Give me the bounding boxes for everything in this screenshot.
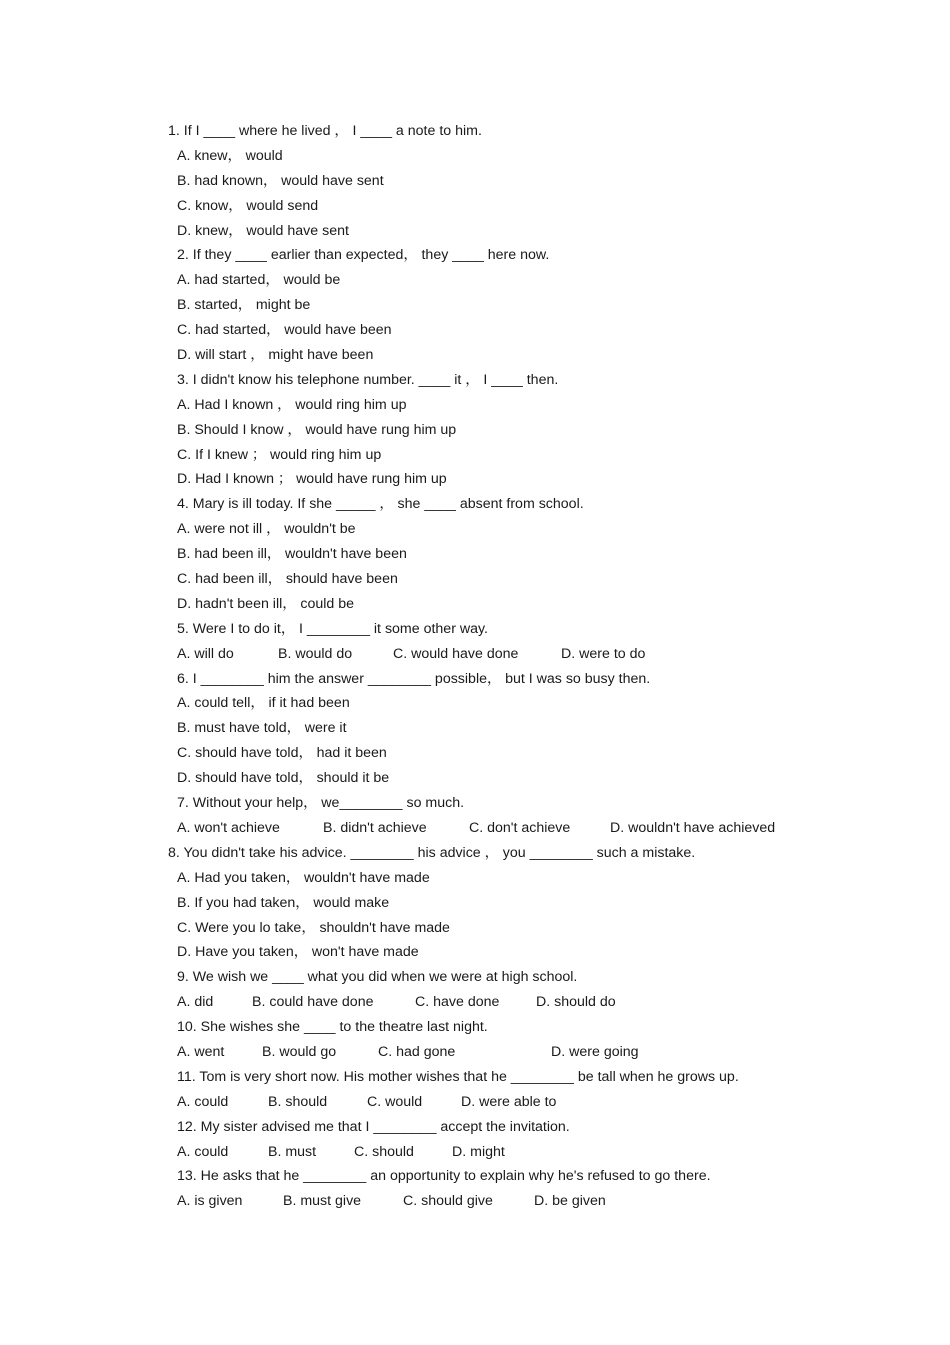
- option-4b: B. had been ill， wouldn't have been: [177, 546, 407, 563]
- options-7: [0, 816, 950, 841]
- question-2: 2. If they ____ earlier than expected， they ____ here now.: [177, 247, 550, 264]
- option-1a: A. knew， would: [177, 147, 283, 164]
- option-10a: A. went: [177, 1043, 225, 1060]
- option-7b: B. didn't achieve: [323, 819, 427, 836]
- option-11b: B. should: [268, 1093, 328, 1110]
- option-12d: D. might: [452, 1143, 505, 1160]
- options-11: [0, 1090, 950, 1115]
- option-2c: C. had started， would have been: [177, 322, 392, 339]
- option-3a: A. Had I known ， would ring him up: [177, 396, 407, 413]
- options-12: [0, 1140, 950, 1165]
- option-2d: D. will start ， might have been: [177, 347, 374, 364]
- option-9c: C. have done: [415, 994, 500, 1011]
- option-12a: A. could: [177, 1143, 229, 1160]
- option-6b: B. must have told， were it: [177, 720, 347, 737]
- question-10: 10. She wishes she ____ to the theatre last night.: [177, 1019, 488, 1036]
- option-10b: B. would go: [262, 1043, 337, 1060]
- question-11: 11. Tom is very short now. His mother wishes that he ________ be tall when he grows up.: [177, 1068, 739, 1085]
- question-3: 3. I didn't know his telephone number. ____ it ， I ____ then.: [177, 371, 559, 388]
- options-13: [0, 1189, 950, 1214]
- option-7d: D. wouldn't have achieved: [610, 819, 776, 836]
- options-9: [0, 990, 950, 1015]
- option-1c: C. know， would send: [177, 197, 319, 214]
- option-13d: D. be given: [534, 1193, 606, 1210]
- question-9: 9. We wish we ____ what you did when we were at high school.: [177, 969, 578, 986]
- option-11a: A. could: [177, 1093, 229, 1110]
- options-5: [0, 642, 950, 667]
- exercise-document: [0, 119, 950, 1214]
- option-6a: A. could tell， if it had been: [177, 695, 350, 712]
- option-10c: C. had gone: [378, 1043, 456, 1060]
- option-4d: D. hadn't been ill， could be: [177, 595, 355, 612]
- option-5d: D. were to do: [561, 645, 646, 662]
- option-8b: B. If you had taken， would make: [177, 894, 390, 911]
- question-13: 13. He asks that he ________ an opportunity to explain why he's refused to go there.: [177, 1168, 711, 1185]
- option-12c: C. should: [354, 1143, 414, 1160]
- question-1: 1. If I ____ where he lived ， I ____ a note to him.: [168, 123, 482, 139]
- question-12: 12. My sister advised me that I ________ accept the invitation.: [177, 1118, 570, 1135]
- option-8c: C. Were you lo take， shouldn't have made: [177, 919, 450, 936]
- option-8a: A. Had you taken， wouldn't have made: [177, 869, 430, 886]
- option-7a: A. won't achieve: [177, 819, 280, 836]
- option-6d: D. should have told， should it be: [177, 770, 390, 787]
- option-8d: D. Have you taken， won't have made: [177, 944, 419, 961]
- option-5a: A. will do: [177, 645, 234, 662]
- question-6: 6. I ________ him the answer ________ possible， but I was so busy then.: [177, 670, 651, 687]
- option-11d: D. were able to: [461, 1093, 557, 1110]
- option-3c: C. If I knew ； would ring him up: [177, 446, 382, 463]
- option-9b: B. could have done: [252, 994, 374, 1011]
- option-9a: A. did: [177, 994, 214, 1011]
- option-12b: B. must: [268, 1143, 317, 1160]
- option-3d: D. Had I known ； would have rung him up: [177, 471, 447, 488]
- option-1b: B. had known， would have sent: [177, 172, 384, 189]
- option-7c: C. don't achieve: [469, 819, 571, 836]
- option-11c: C. would: [367, 1093, 423, 1110]
- options-10: [0, 1040, 950, 1065]
- question-4: 4. Mary is ill today. If she _____ ， she ____ absent from school.: [177, 496, 584, 513]
- option-9d: D. should do: [536, 994, 616, 1011]
- option-4a: A. were not ill ， wouldn't be: [177, 521, 356, 538]
- option-1d: D. knew， would have sent: [177, 222, 349, 239]
- option-4c: C. had been ill， should have been: [177, 571, 398, 588]
- option-5c: C. would have done: [393, 645, 519, 662]
- question-8: 8. You didn't take his advice. ________ his advice ， you ________ such a mistake.: [168, 844, 696, 861]
- option-13b: B. must give: [283, 1193, 362, 1210]
- option-13a: A. is given: [177, 1193, 243, 1210]
- option-2a: A. had started， would be: [177, 272, 341, 289]
- option-13c: C. should give: [403, 1193, 493, 1210]
- option-2b: B. started， might be: [177, 297, 311, 314]
- option-5b: B. would do: [278, 645, 353, 662]
- question-7: 7. Without your help， we________ so much.: [177, 795, 465, 812]
- option-6c: C. should have told， had it been: [177, 745, 387, 762]
- option-10d: D. were going: [551, 1043, 639, 1060]
- question-5: 5. Were I to do it， I ________ it some other way.: [177, 620, 488, 637]
- option-3b: B. Should I know ， would have rung him up: [177, 421, 457, 438]
